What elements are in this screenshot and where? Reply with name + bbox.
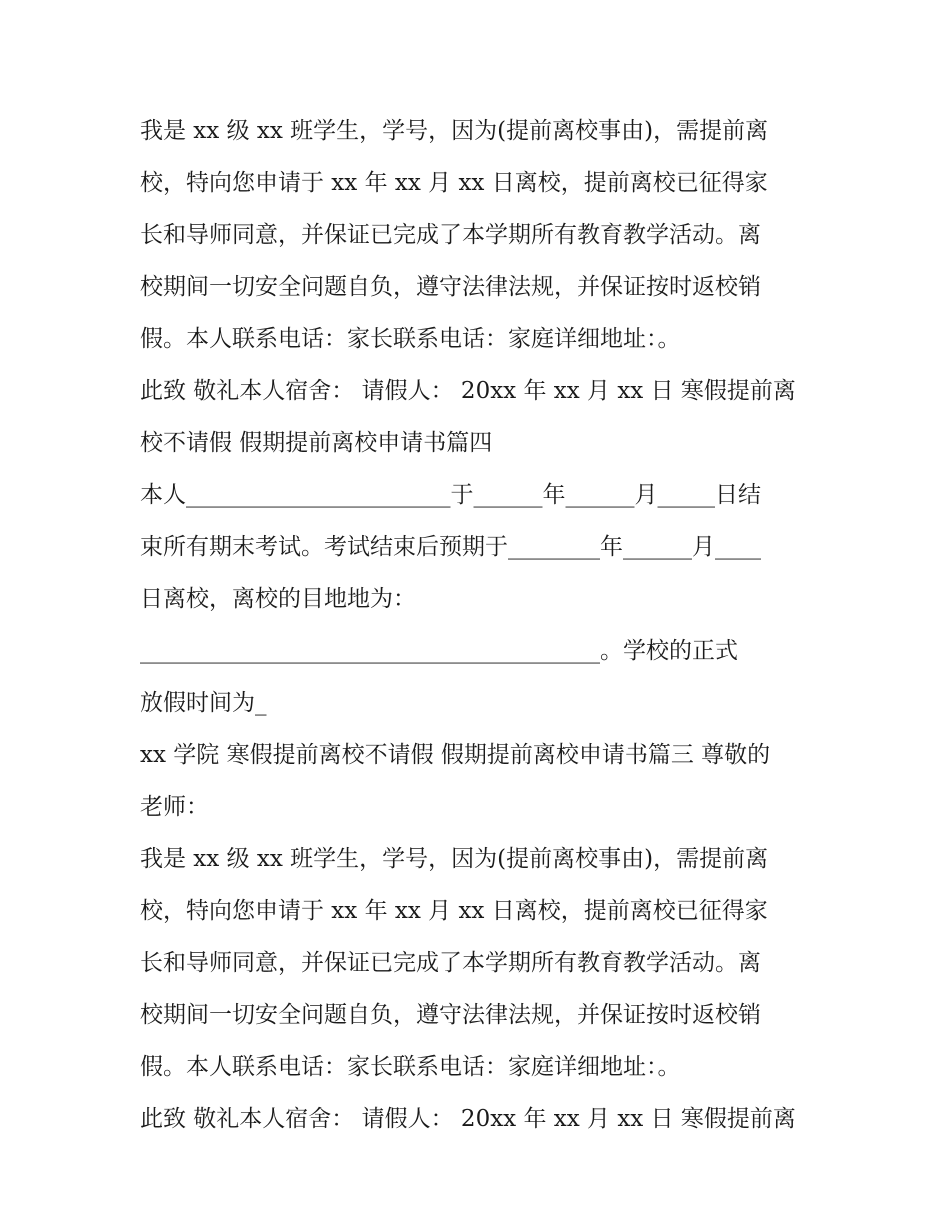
text-line-2: 校，特向您申请于 xx 年 xx 月 xx 日离校，提前离校已征得家 [140,170,768,196]
text-line-19: 假。本人联系电话：家长联系电话：家庭详细地址：。 [140,1054,681,1080]
text-line-10: 日离校，离校的目地地为： [140,586,416,612]
text-line-14: 老师： [140,794,209,820]
text-line-8: 本人_______________________于______年______月_____日结 [140,482,761,508]
text-line-15: 我是 xx 级 xx 班学生，学号，因为(提前离校事由)，需提前离 [140,846,769,872]
text-line-3: 长和导师同意，并保证已完成了本学期所有教育教学活动。离 [140,222,761,248]
text-line-4: 校期间一切安全问题自负，遵守法律法规，并保证按时返校销 [140,274,761,300]
document-body [140,106,820,1145]
text-line-5: 假。本人联系电话：家长联系电话：家庭详细地址：。 [140,326,681,352]
text-line-11: ________________________________________。学校的正式 [140,638,738,664]
text-line-18: 校期间一切安全问题自负，遵守法律法规，并保证按时返校销 [140,1002,761,1028]
text-line-16: 校，特向您申请于 xx 年 xx 月 xx 日离校，提前离校已征得家 [140,898,768,924]
text-line-17: 长和导师同意，并保证已完成了本学期所有教育教学活动。离 [140,950,761,976]
text-line-13: xx 学院 寒假提前离校不请假 假期提前离校申请书篇三 尊敬的 [140,742,771,768]
text-line-12: 放假时间为_ [140,690,267,716]
text-line-6: 此致 敬礼本人宿舍： 请假人： 20xx 年 xx 月 xx 日 寒假提前离 [140,378,796,404]
text-line-7: 校不请假 假期提前离校申请书篇四 [140,430,493,456]
text-line-1: 我是 xx 级 xx 班学生，学号，因为(提前离校事由)，需提前离 [140,118,769,144]
text-line-20: 此致 敬礼本人宿舍： 请假人： 20xx 年 xx 月 xx 日 寒假提前离 [140,1106,796,1132]
text-line-9: 束所有期末考试。考试结束后预期于________年______月____ [140,534,761,560]
